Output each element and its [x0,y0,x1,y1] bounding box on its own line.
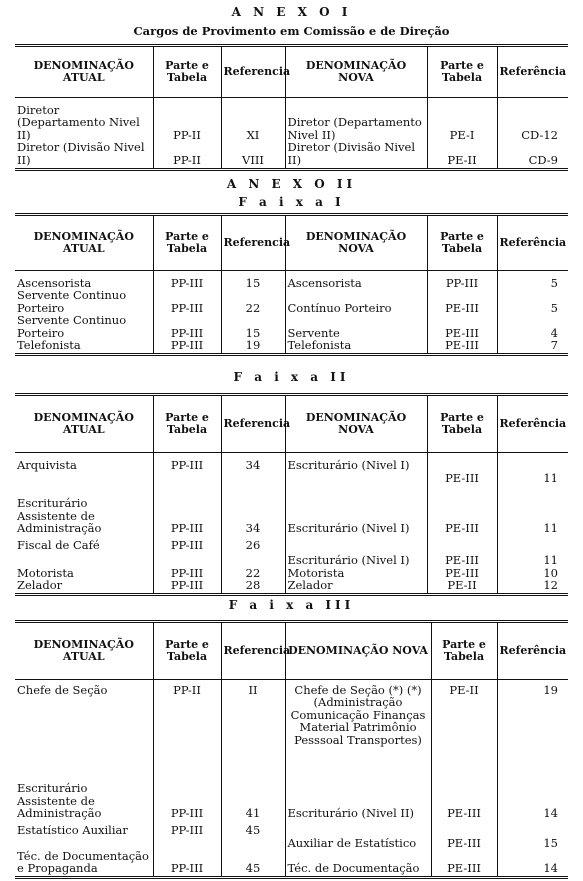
cell: 10 [497,567,568,579]
cell: 5 [497,271,568,290]
table-row [15,339,568,355]
header-row [15,46,568,98]
header-parte-tabela-nova: Parte e Tabela [427,46,497,98]
cell: Diretor (Divisão Nivel II) [285,141,427,169]
table-row [15,579,568,595]
cell: Servente Continuo Porteiro [17,288,127,315]
cell: PP-III [153,314,221,339]
cell: 34 [221,453,285,485]
cell: PE-III [431,850,497,878]
header-parte-tabela-nova: Parte e Tabela [427,215,497,271]
header-referencia-nova: Referência [497,46,568,98]
cell: PE-III [431,768,497,820]
cell: 4 [497,314,568,339]
cell: PE-III [427,314,497,339]
cell: PE-III [427,567,497,579]
header-parte-tabela: Parte e Tabela [153,46,221,98]
header-row [15,622,568,680]
header-parte-tabela: Parte e Tabela [153,622,221,680]
cell: 11 [497,485,568,535]
cell: CD-12 [497,98,568,142]
cell: Escriturário (Nivel II) [285,768,431,820]
cell: 41 [221,768,285,820]
cell: 5 [497,289,568,314]
cell: 28 [221,579,285,595]
table-row [15,289,568,314]
cell: Motorista [285,567,427,579]
header-referencia: Referencia [221,622,285,680]
cell: PP-II [153,141,221,169]
table-row [15,453,568,485]
cell: PP-III [153,271,221,290]
faixa-1-title: F a i x a I [238,195,345,209]
faixa-1-table [15,213,568,356]
table-row [15,485,568,535]
cell: 45 [221,850,285,878]
cell: Ascensorista [285,271,427,290]
header-denominacao-atual: DENOMINAÇÃO ATUAL [15,622,153,680]
cell: Telefonista [17,338,81,353]
anexo-1-table [15,44,568,171]
cell: Motorista [17,565,74,580]
cell: PE-I [427,98,497,142]
table-row [15,141,568,169]
cell: Zelador [285,579,427,595]
header-parte-tabela: Parte e Tabela [153,395,221,453]
cell: Chefe de Seção (*) (*) (Administração Comunicação Finanças Material Patrimônio Pesssoal Transportes) [285,680,431,768]
cell: XI [221,98,285,142]
cell: Zelador [17,577,63,592]
cell: PE-III [427,453,497,485]
cell: PP-III [153,567,221,579]
header-referencia-nova: Referência [497,215,568,271]
table-row [15,820,568,850]
cell: PP-II [153,98,221,142]
faixa-2-table [15,393,568,596]
table-row [15,768,568,820]
cell: CD-9 [497,141,568,169]
cell: 22 [221,567,285,579]
header-denominacao-nova: DENOMINAÇÃO NOVA [285,215,427,271]
anexo-2-title: A N E X O II [226,177,357,191]
cell: 15 [497,820,568,850]
cell: PP-III [153,820,221,850]
cell: Diretor (Departamento Nivel II) [285,98,427,142]
header-denominacao-nova: DENOMINAÇÃO NOVA [285,46,427,98]
cell: 15 [221,314,285,339]
cell: II [221,680,285,768]
cell: PP-III [153,579,221,595]
header-denominacao-nova: DENOMINAÇÃO NOVA [285,395,427,453]
table-row [15,271,568,290]
cell: Ascensorista [17,276,92,290]
header-parte-tabela-nova: Parte e Tabela [427,395,497,453]
cell: PP-III [153,289,221,314]
cell: 12 [497,579,568,595]
cell: PP-III [153,339,221,355]
table-row [15,850,568,878]
cell: Téc. de Documentação [285,850,431,878]
header-parte-tabela: Parte e Tabela [153,215,221,271]
faixa-3-title: F a i x a III [228,598,355,612]
cell: PP-III [153,453,221,485]
header-referencia: Referencia [221,46,285,98]
cell: 45 [221,820,285,850]
header-row [15,215,568,271]
cell: PP-III [153,485,221,535]
faixa-2-title: F a i x a II [233,370,350,384]
table-row [15,98,568,142]
cell: Escriturário (Nivel I) [285,485,427,535]
cell: PE-III [427,289,497,314]
header-row [15,395,568,453]
header-denominacao-nova: DENOMINAÇÃO NOVA [285,622,431,680]
cell: VIII [221,141,285,169]
cell: PP-II [153,680,221,768]
cell: Téc. de Documentação e Propaganda [17,848,149,875]
cell: 11 [497,535,568,567]
cell: Servente [285,314,427,339]
cell: Escriturário (Nivel I) [285,453,427,485]
cell: 26 [221,535,285,567]
cell: Telefonista [285,339,427,355]
table-row [15,680,568,768]
cell: PE-II [427,141,497,169]
cell: PE-III [427,339,497,355]
header-referencia: Referencia [221,395,285,453]
header-referencia-nova: Referência [497,622,568,680]
cell: Diretor (Departamento Nivel II) [17,103,140,142]
anexo-1-title: A N E X O I [231,5,352,19]
cell: Chefe de Seção [17,683,108,697]
cell: PP-III [153,850,221,878]
cell: Escriturário (Nivel I) [285,535,427,567]
cell: 34 [221,485,285,535]
cell: Escriturário Assistente de Administração [17,496,102,536]
cell: 19 [221,339,285,355]
table-row [15,314,568,339]
faixa-3-table [15,620,568,879]
cell: PP-III [427,271,497,290]
cell: 15 [221,271,285,290]
cell: 7 [497,339,568,355]
cell: Estatístico Auxiliar [17,822,128,837]
cell: Arquivista [17,458,77,472]
cell: 19 [497,680,568,768]
cell: Servente Continuo Porteiro [17,313,127,340]
header-denominacao-atual: DENOMINAÇÃO ATUAL [15,215,153,271]
cell: Diretor (Divisão Nivel II) [17,140,145,167]
cell: 14 [497,768,568,820]
cell: PE-III [431,820,497,850]
cell: Auxiliar de Estatístico [285,820,431,850]
cell: 14 [497,850,568,878]
cell: PE-III [427,485,497,535]
cell: PP-III [153,535,221,567]
cell: Fiscal de Café [17,537,100,552]
header-parte-tabela-nova: Parte e Tabela [431,622,497,680]
cell: PE-II [427,579,497,595]
cell: Contínuo Porteiro [285,289,427,314]
header-denominacao-atual: DENOMINAÇÃO ATUAL [15,395,153,453]
cell: 11 [497,453,568,485]
anexo-1-subtitle: Cargos de Provimento em Comissão e de Direção [133,24,450,38]
cell: Escriturário Assistente de Administração [17,781,102,821]
table-row [15,535,568,567]
header-denominacao-atual: DENOMINAÇÃO ATUAL [15,46,153,98]
cell: PE-III [427,535,497,567]
cell: PE-II [431,680,497,768]
cell: PP-III [153,768,221,820]
cell: 22 [221,289,285,314]
header-referencia-nova: Referência [497,395,568,453]
header-referencia: Referencia [221,215,285,271]
